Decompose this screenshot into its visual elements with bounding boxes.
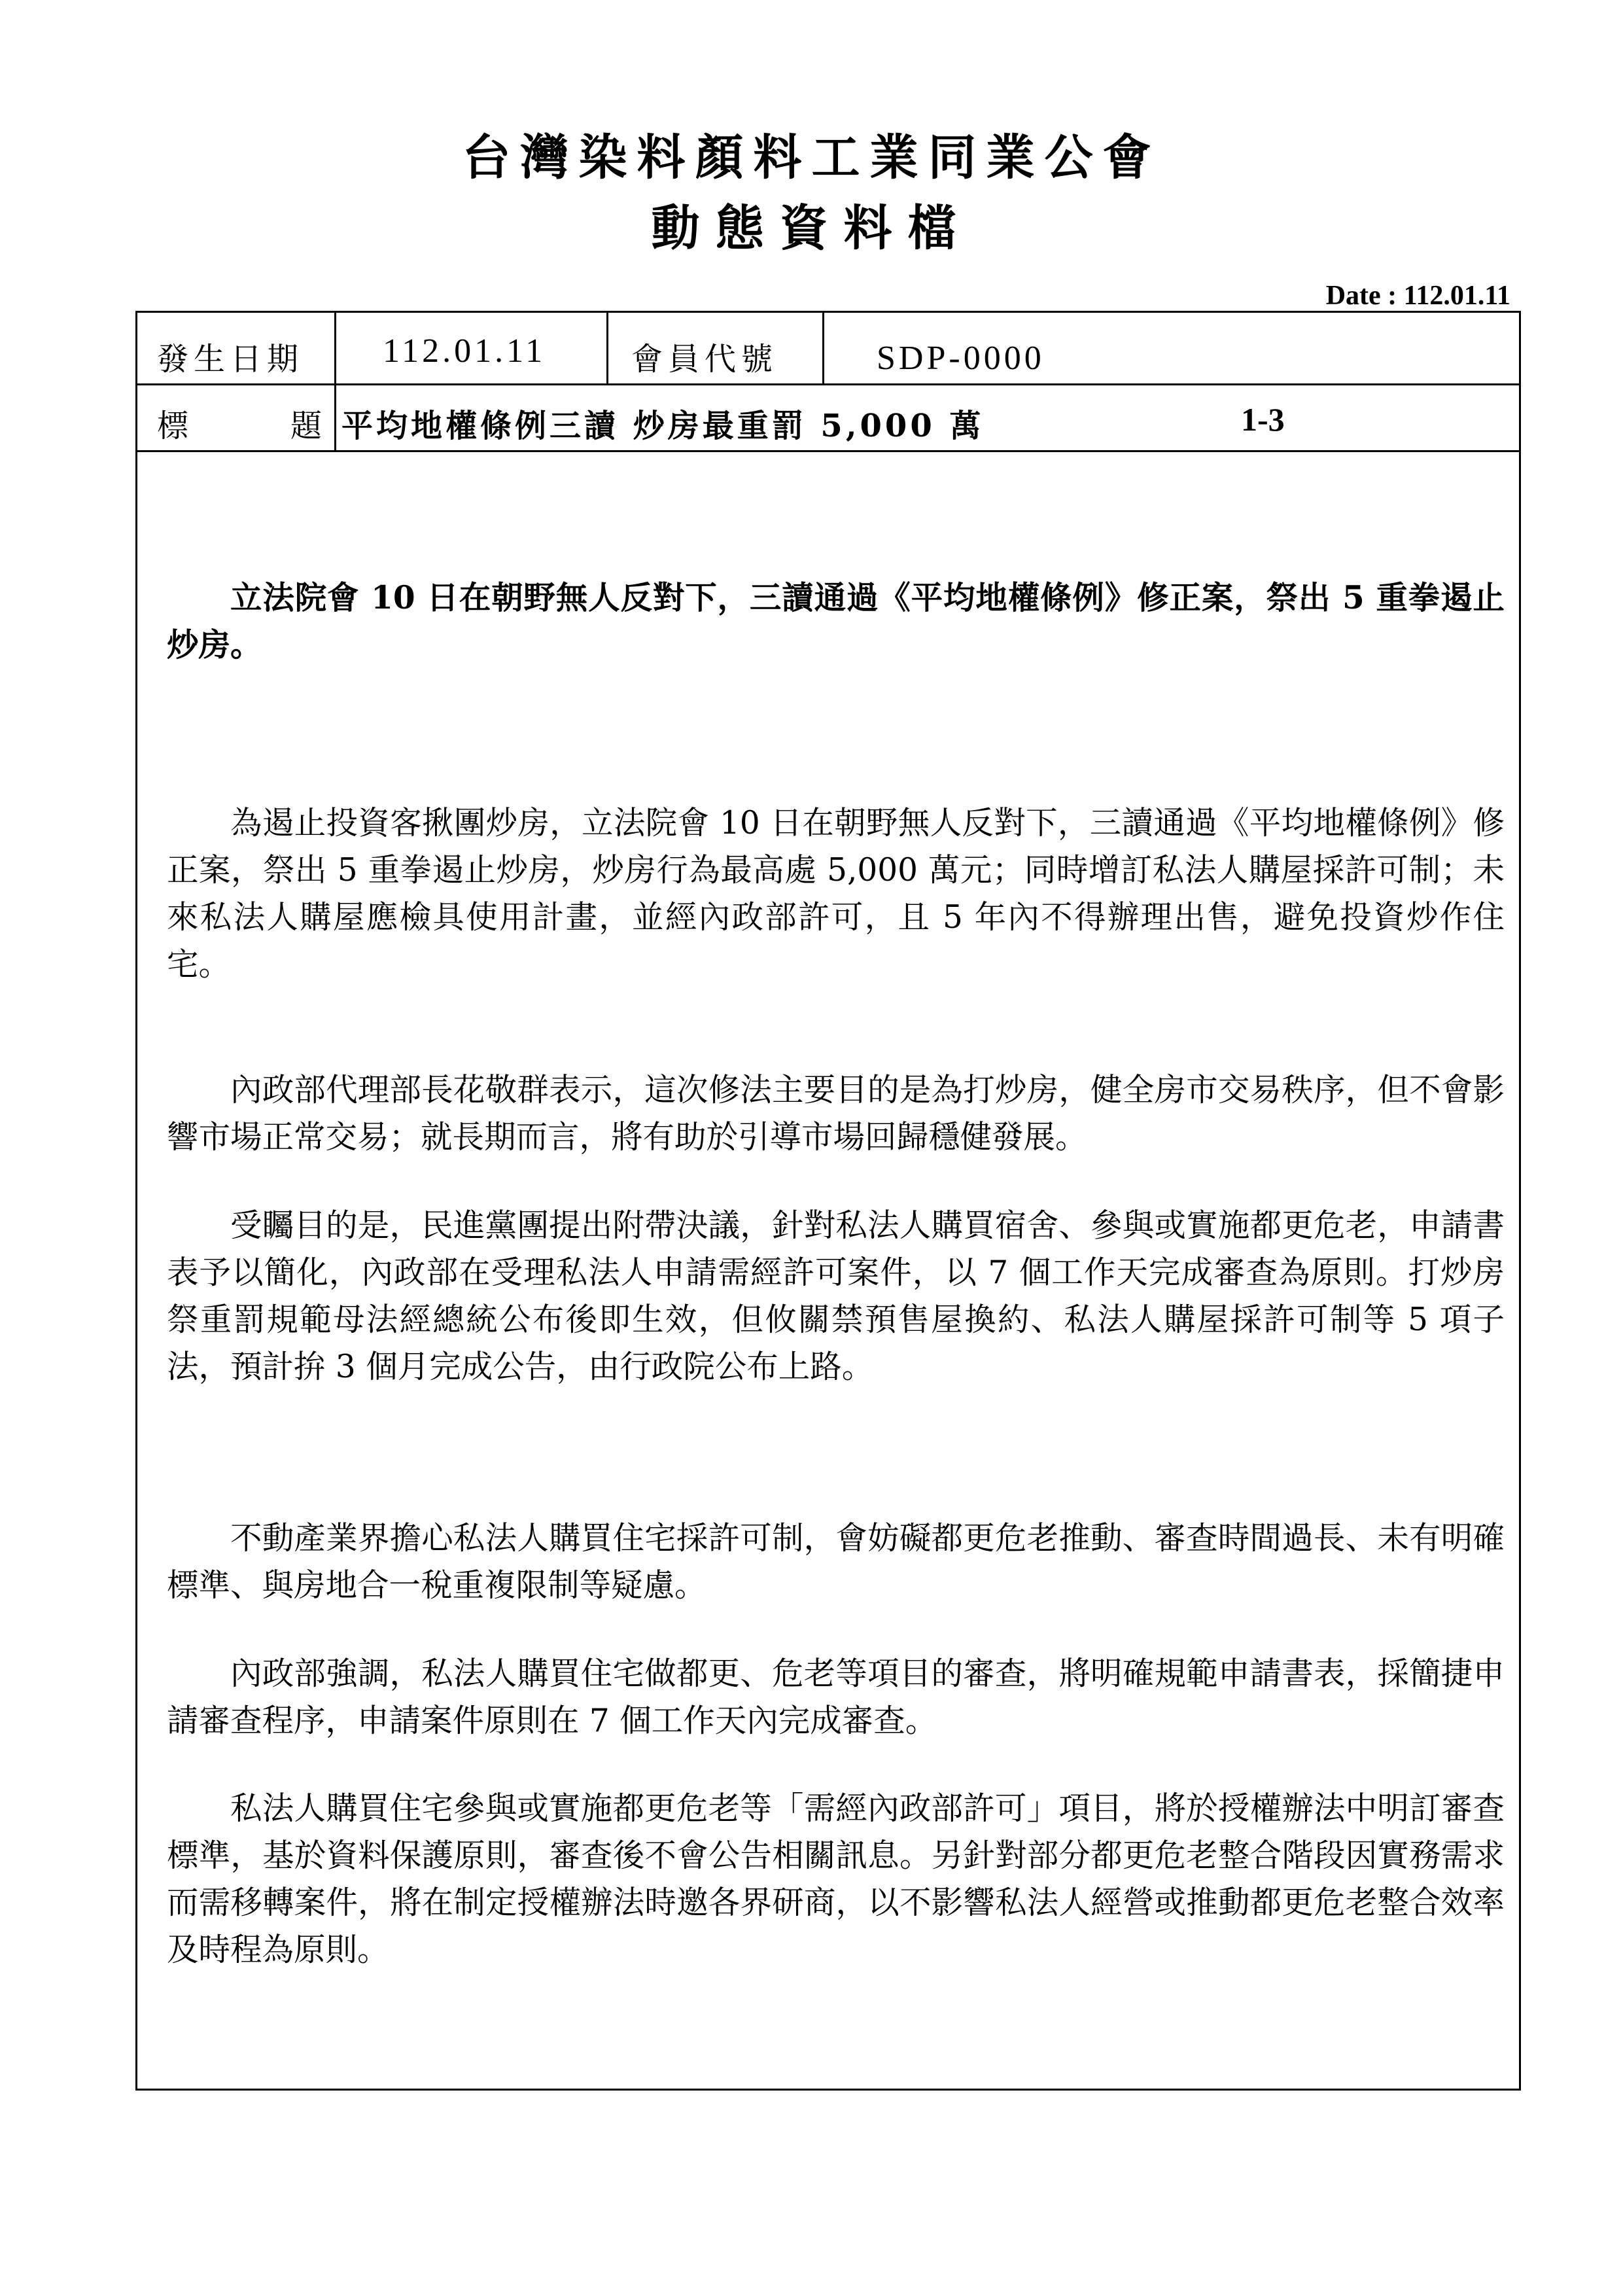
subject-value: 平均地權條例三讀 炒房最重罰 5,000 萬: [341, 408, 985, 444]
page-indicator: 1-3: [1241, 401, 1285, 438]
article-paragraph: 內政部代理部長花敬群表示，這次修法主要目的是為打炒房，健全房市交易秩序，但不會影響市場正常交易；就長期而言，將有助於引導市場回歸穩健發展。: [167, 1072, 1505, 1156]
article-paragraph: 私法人購買住宅參與或實施都更危老等「需經內政部許可」項目，將於授權辦法中明訂審查標準，基於資料保護原則，審查後不會公告相關訊息。另針對部分都更危老整合階段因實務需求而需移轉案件，將在制定授權辦法時邀各界研商，以不影響私法人經營或推動都更危老整合效率及時程為原則。: [167, 1790, 1505, 1968]
occurrence-date-value: 112.01.11: [383, 332, 546, 370]
document-type-title: 動態資料檔: [651, 200, 972, 256]
subject-label: 標 題: [157, 408, 336, 444]
article-paragraph: 內政部強調，私法人購買住宅做都更、危老等項目的審查，將明確規範申請書表，採簡捷申請審查程序，申請案件原則在 7 個工作天內完成審查。: [167, 1655, 1505, 1739]
association-name: 台灣染料顏料工業同業公會: [462, 130, 1161, 186]
article-lead: 立法院會 10 日在朝野無人反對下，三讀通過《平均地權條例》修正案，祭出 5 重拳遏止炒房。: [167, 579, 1505, 663]
member-code-label: 會員代號: [631, 341, 778, 378]
table-row-divider: [135, 383, 1521, 385]
article-paragraph: 為遏止投資客揪團炒房，立法院會 10 日在朝野無人反對下，三讀通過《平均地權條例》修正案，祭出 5 重拳遏止炒房，炒房行為最高處 5,000 萬元；同時增訂私法人購屋採許可制；未來私法人購屋應檢具使用計畫，並經內政部許可，且 5 年內不得辦理出售，避免投資炒作住宅。: [167, 805, 1505, 983]
table-column-divider: [822, 311, 824, 384]
document-date: Date : 112.01.11: [1325, 281, 1510, 311]
article-paragraph: 不動產業界擔心私法人購買住宅採許可制，會妨礙都更危老推動、審查時間過長、未有明確標準、與房地合一稅重複限制等疑慮。: [167, 1520, 1505, 1604]
member-code-value: SDP-0000: [877, 340, 1045, 377]
occurrence-date-label: 發生日期: [157, 341, 304, 378]
article-paragraph: 受矚目的是，民進黨團提出附帶決議，針對私法人購買宿舍、參與或實施都更危老，申請書表予以簡化，內政部在受理私法人申請需經許可案件，以 7 個工作天完成審查為原則。打炒房祭重罰規範母法經總統公布後即生效，但攸關禁預售屋換約、私法人購屋採許可制等 5 項子法，預計拚 3 個月完成公告，由行政院公布上路。: [167, 1207, 1505, 1385]
table-column-divider: [606, 311, 608, 384]
table-bottom-rule: [135, 450, 1521, 452]
